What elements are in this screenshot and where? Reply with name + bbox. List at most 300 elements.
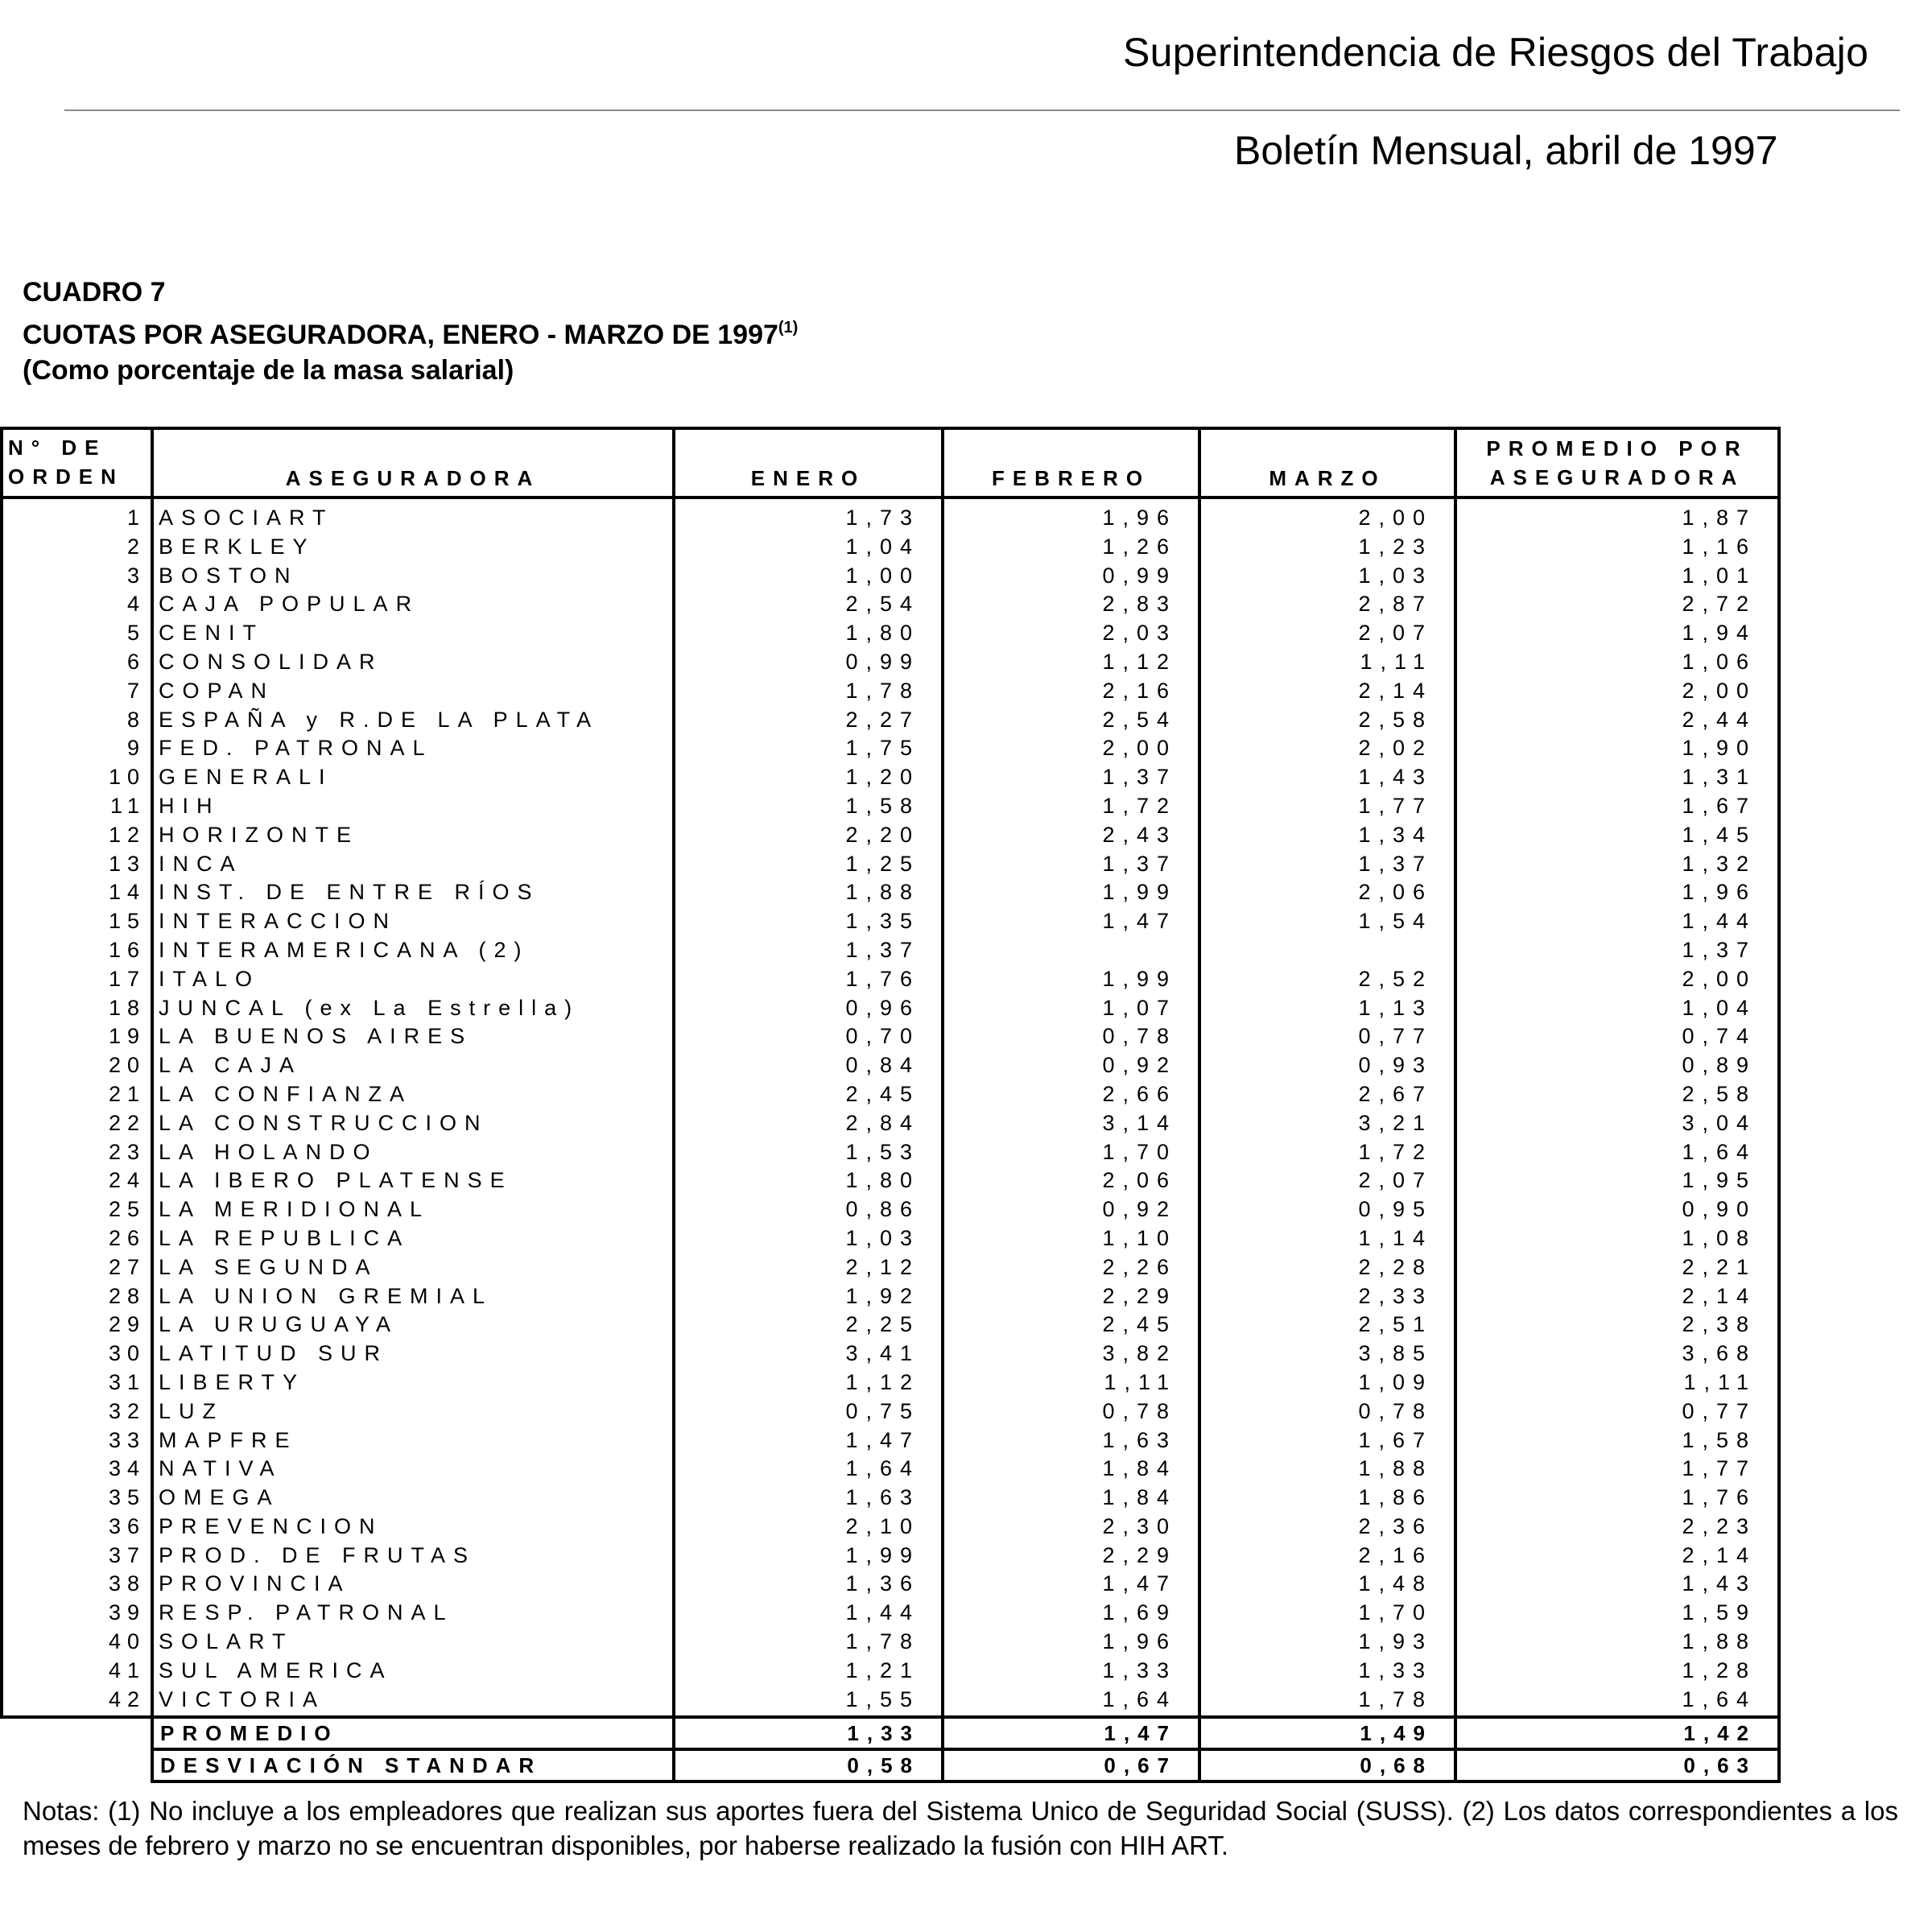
insurer-name-cell: LA HOLANDO bbox=[152, 1138, 674, 1167]
insurer-name-cell: VICTORIA bbox=[152, 1686, 674, 1718]
insurer-name-cell: SOLART bbox=[152, 1628, 674, 1657]
table-titles bbox=[23, 275, 798, 388]
january-cell: 1,88 bbox=[674, 878, 943, 907]
header-order-number bbox=[2, 428, 152, 497]
summary-spacer-cell bbox=[2, 1749, 152, 1781]
average-cell: 1,88 bbox=[1455, 1628, 1779, 1657]
order-number-cell: 22 bbox=[2, 1109, 152, 1138]
february-cell: 3,14 bbox=[943, 1109, 1199, 1138]
order-number-cell: 28 bbox=[2, 1282, 152, 1311]
january-cell: 1,63 bbox=[674, 1484, 943, 1513]
table-row bbox=[2, 497, 1779, 533]
average-cell: 1,06 bbox=[1455, 648, 1779, 677]
insurer-name-cell: LA SEGUNDA bbox=[152, 1253, 674, 1282]
table-row bbox=[2, 533, 1779, 562]
table-row bbox=[2, 878, 1779, 907]
march-cell: 1,48 bbox=[1199, 1570, 1455, 1599]
february-cell: 0,78 bbox=[943, 1022, 1199, 1051]
march-cell: 2,67 bbox=[1199, 1080, 1455, 1109]
average-cell: 1,95 bbox=[1455, 1166, 1779, 1195]
february-cell: 1,33 bbox=[943, 1657, 1199, 1686]
march-summary-cell: 1,49 bbox=[1199, 1717, 1455, 1749]
february-cell: 2,26 bbox=[943, 1253, 1199, 1282]
march-cell: 2,52 bbox=[1199, 965, 1455, 994]
table-row bbox=[2, 965, 1779, 994]
table-row bbox=[2, 821, 1779, 850]
table-row bbox=[2, 1513, 1779, 1542]
average-cell: 1,04 bbox=[1455, 994, 1779, 1023]
january-cell: 1,35 bbox=[674, 907, 943, 936]
january-summary-cell: 1,33 bbox=[674, 1717, 943, 1749]
average-cell: 2,21 bbox=[1455, 1253, 1779, 1282]
order-number-cell: 29 bbox=[2, 1311, 152, 1340]
insurer-name-cell: LA UNION GREMIAL bbox=[152, 1282, 674, 1311]
table-row bbox=[2, 1455, 1779, 1484]
order-number-cell: 30 bbox=[2, 1340, 152, 1368]
march-cell: 2,36 bbox=[1199, 1513, 1455, 1542]
summary-label-cell: PROMEDIO bbox=[152, 1717, 674, 1749]
march-cell: 2,51 bbox=[1199, 1311, 1455, 1340]
january-cell: 2,27 bbox=[674, 706, 943, 735]
january-cell: 1,80 bbox=[674, 619, 943, 648]
average-cell: 0,74 bbox=[1455, 1022, 1779, 1051]
february-cell: 1,63 bbox=[943, 1426, 1199, 1455]
order-number-cell: 34 bbox=[2, 1455, 152, 1484]
insurer-name-cell: INTERAMERICANA (2) bbox=[152, 936, 674, 965]
february-cell: 1,26 bbox=[943, 533, 1199, 562]
january-cell: 1,73 bbox=[674, 497, 943, 533]
january-cell: 1,92 bbox=[674, 1282, 943, 1311]
table-row bbox=[2, 619, 1779, 648]
january-cell: 2,10 bbox=[674, 1513, 943, 1542]
table-notes: Notas: (1) No incluye a los empleadores que realizan sus aportes fuera del Sistema Unico de Seguridad Social (SUSS). (2) Los datos correspondientes a los meses de febrero y marzo no se encuentran disponibles, por haberse realizado la fusión con HIH ART. bbox=[23, 1796, 1898, 1860]
table-row bbox=[2, 1397, 1779, 1426]
insurers-rates-table bbox=[0, 427, 1781, 1783]
insurer-name-cell: NATIVA bbox=[152, 1455, 674, 1484]
february-cell: 2,54 bbox=[943, 706, 1199, 735]
insurer-name-cell: JUNCAL (ex La Estrella) bbox=[152, 994, 674, 1023]
february-cell: 1,47 bbox=[943, 1570, 1199, 1599]
insurer-name-cell: LA CONFIANZA bbox=[152, 1080, 674, 1109]
march-cell: 0,78 bbox=[1199, 1397, 1455, 1426]
table-row bbox=[2, 648, 1779, 677]
march-cell: 1,03 bbox=[1199, 562, 1455, 591]
march-cell: 1,93 bbox=[1199, 1628, 1455, 1657]
february-cell bbox=[943, 936, 1199, 965]
order-number-cell: 1 bbox=[2, 497, 152, 533]
january-cell: 1,58 bbox=[674, 792, 943, 821]
february-cell: 1,96 bbox=[943, 497, 1199, 533]
average-cell: 1,94 bbox=[1455, 619, 1779, 648]
header-order-line1: N° DE bbox=[8, 436, 107, 460]
march-cell: 0,93 bbox=[1199, 1051, 1455, 1080]
average-summary-cell: 0,63 bbox=[1455, 1749, 1779, 1781]
table-row bbox=[2, 850, 1779, 879]
table-row bbox=[2, 1109, 1779, 1138]
january-cell: 2,54 bbox=[674, 590, 943, 619]
header-insurer: ASEGURADORA bbox=[152, 428, 674, 497]
order-number-cell: 31 bbox=[2, 1368, 152, 1397]
order-number-cell: 11 bbox=[2, 792, 152, 821]
march-cell: 2,87 bbox=[1199, 590, 1455, 619]
insurer-name-cell: PROD. DE FRUTAS bbox=[152, 1542, 674, 1571]
average-cell: 2,14 bbox=[1455, 1542, 1779, 1571]
order-number-cell: 42 bbox=[2, 1686, 152, 1718]
order-number-cell: 25 bbox=[2, 1195, 152, 1224]
january-cell: 1,78 bbox=[674, 1628, 943, 1657]
table-title-footnote-ref: (1) bbox=[778, 319, 799, 336]
order-number-cell: 2 bbox=[2, 533, 152, 562]
january-cell: 1,55 bbox=[674, 1686, 943, 1718]
february-cell: 1,37 bbox=[943, 850, 1199, 879]
insurer-name-cell: LIBERTY bbox=[152, 1368, 674, 1397]
table-row bbox=[2, 1224, 1779, 1253]
average-cell: 2,44 bbox=[1455, 706, 1779, 735]
std-deviation-row bbox=[2, 1749, 1779, 1781]
order-number-cell: 12 bbox=[2, 821, 152, 850]
average-cell: 2,58 bbox=[1455, 1080, 1779, 1109]
insurer-name-cell: INTERACCION bbox=[152, 907, 674, 936]
insurer-name-cell: LA REPUBLICA bbox=[152, 1224, 674, 1253]
average-cell: 1,67 bbox=[1455, 792, 1779, 821]
february-cell: 1,07 bbox=[943, 994, 1199, 1023]
january-summary-cell: 0,58 bbox=[674, 1749, 943, 1781]
insurer-name-cell: LA CONSTRUCCION bbox=[152, 1109, 674, 1138]
january-cell: 1,00 bbox=[674, 562, 943, 591]
average-cell: 1,11 bbox=[1455, 1368, 1779, 1397]
summary-spacer-cell bbox=[2, 1717, 152, 1749]
average-summary-cell: 1,42 bbox=[1455, 1717, 1779, 1749]
january-cell: 0,99 bbox=[674, 648, 943, 677]
average-row bbox=[2, 1717, 1779, 1749]
insurer-name-cell: BOSTON bbox=[152, 562, 674, 591]
table-row bbox=[2, 1195, 1779, 1224]
insurer-name-cell: COPAN bbox=[152, 677, 674, 706]
order-number-cell: 20 bbox=[2, 1051, 152, 1080]
february-cell: 1,96 bbox=[943, 1628, 1199, 1657]
average-cell: 1,59 bbox=[1455, 1599, 1779, 1628]
february-cell: 1,47 bbox=[943, 907, 1199, 936]
february-cell: 1,69 bbox=[943, 1599, 1199, 1628]
header-divider bbox=[64, 109, 1900, 111]
january-cell: 1,80 bbox=[674, 1166, 943, 1195]
february-cell: 1,70 bbox=[943, 1138, 1199, 1167]
insurer-name-cell: OMEGA bbox=[152, 1484, 674, 1513]
february-cell: 2,45 bbox=[943, 1311, 1199, 1340]
table-row bbox=[2, 1426, 1779, 1455]
table-row bbox=[2, 562, 1779, 591]
january-cell: 2,20 bbox=[674, 821, 943, 850]
table-row bbox=[2, 1657, 1779, 1686]
order-number-cell: 36 bbox=[2, 1513, 152, 1542]
insurer-name-cell: LA MERIDIONAL bbox=[152, 1195, 674, 1224]
average-cell: 0,89 bbox=[1455, 1051, 1779, 1080]
march-cell: 2,16 bbox=[1199, 1542, 1455, 1571]
february-cell: 2,30 bbox=[943, 1513, 1199, 1542]
average-cell: 3,04 bbox=[1455, 1109, 1779, 1138]
january-cell: 1,37 bbox=[674, 936, 943, 965]
january-cell: 0,84 bbox=[674, 1051, 943, 1080]
february-cell: 3,82 bbox=[943, 1340, 1199, 1368]
agency-name: Superintendencia de Riesgos del Trabajo bbox=[1123, 30, 1869, 75]
march-cell: 1,34 bbox=[1199, 821, 1455, 850]
average-cell: 1,76 bbox=[1455, 1484, 1779, 1513]
average-cell: 1,37 bbox=[1455, 936, 1779, 965]
march-cell: 1,13 bbox=[1199, 994, 1455, 1023]
january-cell: 2,84 bbox=[674, 1109, 943, 1138]
insurer-name-cell: HIH bbox=[152, 792, 674, 821]
average-cell: 1,58 bbox=[1455, 1426, 1779, 1455]
table-row bbox=[2, 1368, 1779, 1397]
insurer-name-cell: LATITUD SUR bbox=[152, 1340, 674, 1368]
header-order-line2: ORDEN bbox=[8, 464, 124, 489]
march-cell: 2,07 bbox=[1199, 1166, 1455, 1195]
average-cell: 1,44 bbox=[1455, 907, 1779, 936]
table-subtitle: (Como porcentaje de la masa salarial) bbox=[23, 355, 514, 386]
insurer-name-cell: LA URUGUAYA bbox=[152, 1311, 674, 1340]
march-cell: 1,72 bbox=[1199, 1138, 1455, 1167]
order-number-cell: 13 bbox=[2, 850, 152, 879]
table-row bbox=[2, 1282, 1779, 1311]
february-cell: 1,10 bbox=[943, 1224, 1199, 1253]
february-cell: 2,29 bbox=[943, 1282, 1199, 1311]
order-number-cell: 38 bbox=[2, 1570, 152, 1599]
february-cell: 2,83 bbox=[943, 590, 1199, 619]
average-cell: 1,01 bbox=[1455, 562, 1779, 591]
march-cell: 1,11 bbox=[1199, 648, 1455, 677]
table-row bbox=[2, 1166, 1779, 1195]
insurer-name-cell: LA IBERO PLATENSE bbox=[152, 1166, 674, 1195]
february-cell: 0,92 bbox=[943, 1051, 1199, 1080]
order-number-cell: 19 bbox=[2, 1022, 152, 1051]
table-row bbox=[2, 763, 1779, 792]
order-number-cell: 32 bbox=[2, 1397, 152, 1426]
table-row bbox=[2, 936, 1779, 965]
march-cell: 1,09 bbox=[1199, 1368, 1455, 1397]
february-summary-cell: 0,67 bbox=[943, 1749, 1199, 1781]
average-cell: 2,38 bbox=[1455, 1311, 1779, 1340]
february-cell: 2,00 bbox=[943, 734, 1199, 763]
insurer-name-cell: HORIZONTE bbox=[152, 821, 674, 850]
table-row bbox=[2, 1080, 1779, 1109]
february-cell: 2,06 bbox=[943, 1166, 1199, 1195]
insurer-name-cell: LA BUENOS AIRES bbox=[152, 1022, 674, 1051]
january-cell: 2,12 bbox=[674, 1253, 943, 1282]
table-row bbox=[2, 590, 1779, 619]
table-row bbox=[2, 1570, 1779, 1599]
march-cell: 1,37 bbox=[1199, 850, 1455, 879]
table-row bbox=[2, 907, 1779, 936]
order-number-cell: 10 bbox=[2, 763, 152, 792]
march-cell: 2,28 bbox=[1199, 1253, 1455, 1282]
average-cell: 1,96 bbox=[1455, 878, 1779, 907]
average-cell: 1,64 bbox=[1455, 1686, 1779, 1718]
average-cell: 1,32 bbox=[1455, 850, 1779, 879]
january-cell: 0,96 bbox=[674, 994, 943, 1023]
order-number-cell: 39 bbox=[2, 1599, 152, 1628]
order-number-cell: 26 bbox=[2, 1224, 152, 1253]
january-cell: 1,75 bbox=[674, 734, 943, 763]
order-number-cell: 40 bbox=[2, 1628, 152, 1657]
table-row bbox=[2, 1340, 1779, 1368]
insurer-name-cell: PREVENCION bbox=[152, 1513, 674, 1542]
insurer-name-cell: ASOCIART bbox=[152, 497, 674, 533]
march-cell: 0,77 bbox=[1199, 1022, 1455, 1051]
order-number-cell: 27 bbox=[2, 1253, 152, 1282]
february-cell: 1,64 bbox=[943, 1686, 1199, 1718]
table-row bbox=[2, 1138, 1779, 1167]
insurer-name-cell: SUL AMERICA bbox=[152, 1657, 674, 1686]
february-cell: 1,12 bbox=[943, 648, 1199, 677]
january-cell: 1,21 bbox=[674, 1657, 943, 1686]
average-cell: 2,00 bbox=[1455, 965, 1779, 994]
table-title-text: CUOTAS POR ASEGURADORA, ENERO - MARZO DE 1997 bbox=[23, 320, 778, 350]
header-february: FEBRERO bbox=[943, 428, 1199, 497]
table-row bbox=[2, 792, 1779, 821]
march-cell: 3,85 bbox=[1199, 1340, 1455, 1368]
order-number-cell: 37 bbox=[2, 1542, 152, 1571]
insurer-name-cell: CENIT bbox=[152, 619, 674, 648]
average-cell: 3,68 bbox=[1455, 1340, 1779, 1368]
average-cell: 1,77 bbox=[1455, 1455, 1779, 1484]
table-row bbox=[2, 1542, 1779, 1571]
table-row bbox=[2, 677, 1779, 706]
march-cell: 1,54 bbox=[1199, 907, 1455, 936]
average-cell: 2,23 bbox=[1455, 1513, 1779, 1542]
header-average bbox=[1455, 428, 1779, 497]
average-cell: 1,45 bbox=[1455, 821, 1779, 850]
average-cell: 1,90 bbox=[1455, 734, 1779, 763]
header-average-line1: PROMEDIO POR bbox=[1486, 436, 1748, 460]
january-cell: 1,04 bbox=[674, 533, 943, 562]
cuadro-label: CUADRO 7 bbox=[23, 277, 166, 308]
february-summary-cell: 1,47 bbox=[943, 1717, 1199, 1749]
january-cell: 1,76 bbox=[674, 965, 943, 994]
order-number-cell: 5 bbox=[2, 619, 152, 648]
february-cell: 1,11 bbox=[943, 1368, 1199, 1397]
february-cell: 1,84 bbox=[943, 1484, 1199, 1513]
table-title bbox=[23, 310, 798, 353]
order-number-cell: 4 bbox=[2, 590, 152, 619]
average-cell: 2,00 bbox=[1455, 677, 1779, 706]
table-row bbox=[2, 1253, 1779, 1282]
january-cell: 2,25 bbox=[674, 1311, 943, 1340]
table-row bbox=[2, 734, 1779, 763]
table-row bbox=[2, 1311, 1779, 1340]
march-cell: 1,43 bbox=[1199, 763, 1455, 792]
january-cell: 0,70 bbox=[674, 1022, 943, 1051]
insurer-name-cell: INST. DE ENTRE RÍOS bbox=[152, 878, 674, 907]
march-cell: 2,02 bbox=[1199, 734, 1455, 763]
header-march: MARZO bbox=[1199, 428, 1455, 497]
table-row bbox=[2, 1484, 1779, 1513]
january-cell: 1,99 bbox=[674, 1542, 943, 1571]
bulletin-date: Boletín Mensual, abril de 1997 bbox=[1234, 128, 1778, 173]
average-cell: 1,87 bbox=[1455, 497, 1779, 533]
january-cell: 0,75 bbox=[674, 1397, 943, 1426]
january-cell: 1,44 bbox=[674, 1599, 943, 1628]
header-january: ENERO bbox=[674, 428, 943, 497]
january-cell: 1,47 bbox=[674, 1426, 943, 1455]
order-number-cell: 33 bbox=[2, 1426, 152, 1455]
order-number-cell: 16 bbox=[2, 936, 152, 965]
february-cell: 2,03 bbox=[943, 619, 1199, 648]
march-cell: 1,77 bbox=[1199, 792, 1455, 821]
january-cell: 1,64 bbox=[674, 1455, 943, 1484]
insurer-name-cell: CAJA POPULAR bbox=[152, 590, 674, 619]
february-cell: 0,78 bbox=[943, 1397, 1199, 1426]
february-cell: 2,43 bbox=[943, 821, 1199, 850]
march-cell: 2,58 bbox=[1199, 706, 1455, 735]
order-number-cell: 7 bbox=[2, 677, 152, 706]
february-cell: 1,99 bbox=[943, 878, 1199, 907]
insurer-name-cell: LA CAJA bbox=[152, 1051, 674, 1080]
february-cell: 1,84 bbox=[943, 1455, 1199, 1484]
summary-label-cell: DESVIACIÓN STANDAR bbox=[152, 1749, 674, 1781]
february-cell: 1,72 bbox=[943, 792, 1199, 821]
insurer-name-cell: ESPAÑA y R.DE LA PLATA bbox=[152, 706, 674, 735]
order-number-cell: 23 bbox=[2, 1138, 152, 1167]
january-cell: 3,41 bbox=[674, 1340, 943, 1368]
february-cell: 0,99 bbox=[943, 562, 1199, 591]
march-cell: 1,78 bbox=[1199, 1686, 1455, 1718]
order-number-cell: 21 bbox=[2, 1080, 152, 1109]
average-cell: 1,08 bbox=[1455, 1224, 1779, 1253]
average-cell: 2,14 bbox=[1455, 1282, 1779, 1311]
average-cell: 1,64 bbox=[1455, 1138, 1779, 1167]
insurer-name-cell: GENERALI bbox=[152, 763, 674, 792]
order-number-cell: 24 bbox=[2, 1166, 152, 1195]
insurer-name-cell: LUZ bbox=[152, 1397, 674, 1426]
average-cell: 0,77 bbox=[1455, 1397, 1779, 1426]
february-cell: 2,16 bbox=[943, 677, 1199, 706]
january-cell: 1,53 bbox=[674, 1138, 943, 1167]
order-number-cell: 14 bbox=[2, 878, 152, 907]
insurer-name-cell: ITALO bbox=[152, 965, 674, 994]
march-cell: 1,14 bbox=[1199, 1224, 1455, 1253]
march-cell: 2,14 bbox=[1199, 677, 1455, 706]
table-row bbox=[2, 1686, 1779, 1718]
march-cell: 1,33 bbox=[1199, 1657, 1455, 1686]
insurer-name-cell: BERKLEY bbox=[152, 533, 674, 562]
order-number-cell: 6 bbox=[2, 648, 152, 677]
order-number-cell: 35 bbox=[2, 1484, 152, 1513]
table-row bbox=[2, 1051, 1779, 1080]
march-cell bbox=[1199, 936, 1455, 965]
february-cell: 2,66 bbox=[943, 1080, 1199, 1109]
average-cell: 0,90 bbox=[1455, 1195, 1779, 1224]
table-row bbox=[2, 1022, 1779, 1051]
january-cell: 0,86 bbox=[674, 1195, 943, 1224]
order-number-cell: 3 bbox=[2, 562, 152, 591]
order-number-cell: 17 bbox=[2, 965, 152, 994]
insurer-name-cell: MAPFRE bbox=[152, 1426, 674, 1455]
table-row bbox=[2, 706, 1779, 735]
march-cell: 1,86 bbox=[1199, 1484, 1455, 1513]
order-number-cell: 9 bbox=[2, 734, 152, 763]
order-number-cell: 8 bbox=[2, 706, 152, 735]
average-cell: 1,28 bbox=[1455, 1657, 1779, 1686]
february-cell: 1,37 bbox=[943, 763, 1199, 792]
march-cell: 1,70 bbox=[1199, 1599, 1455, 1628]
insurer-name-cell: INCA bbox=[152, 850, 674, 879]
january-cell: 1,25 bbox=[674, 850, 943, 879]
average-cell: 1,43 bbox=[1455, 1570, 1779, 1599]
march-summary-cell: 0,68 bbox=[1199, 1749, 1455, 1781]
march-cell: 0,95 bbox=[1199, 1195, 1455, 1224]
february-cell: 2,29 bbox=[943, 1542, 1199, 1571]
insurer-name-cell: PROVINCIA bbox=[152, 1570, 674, 1599]
